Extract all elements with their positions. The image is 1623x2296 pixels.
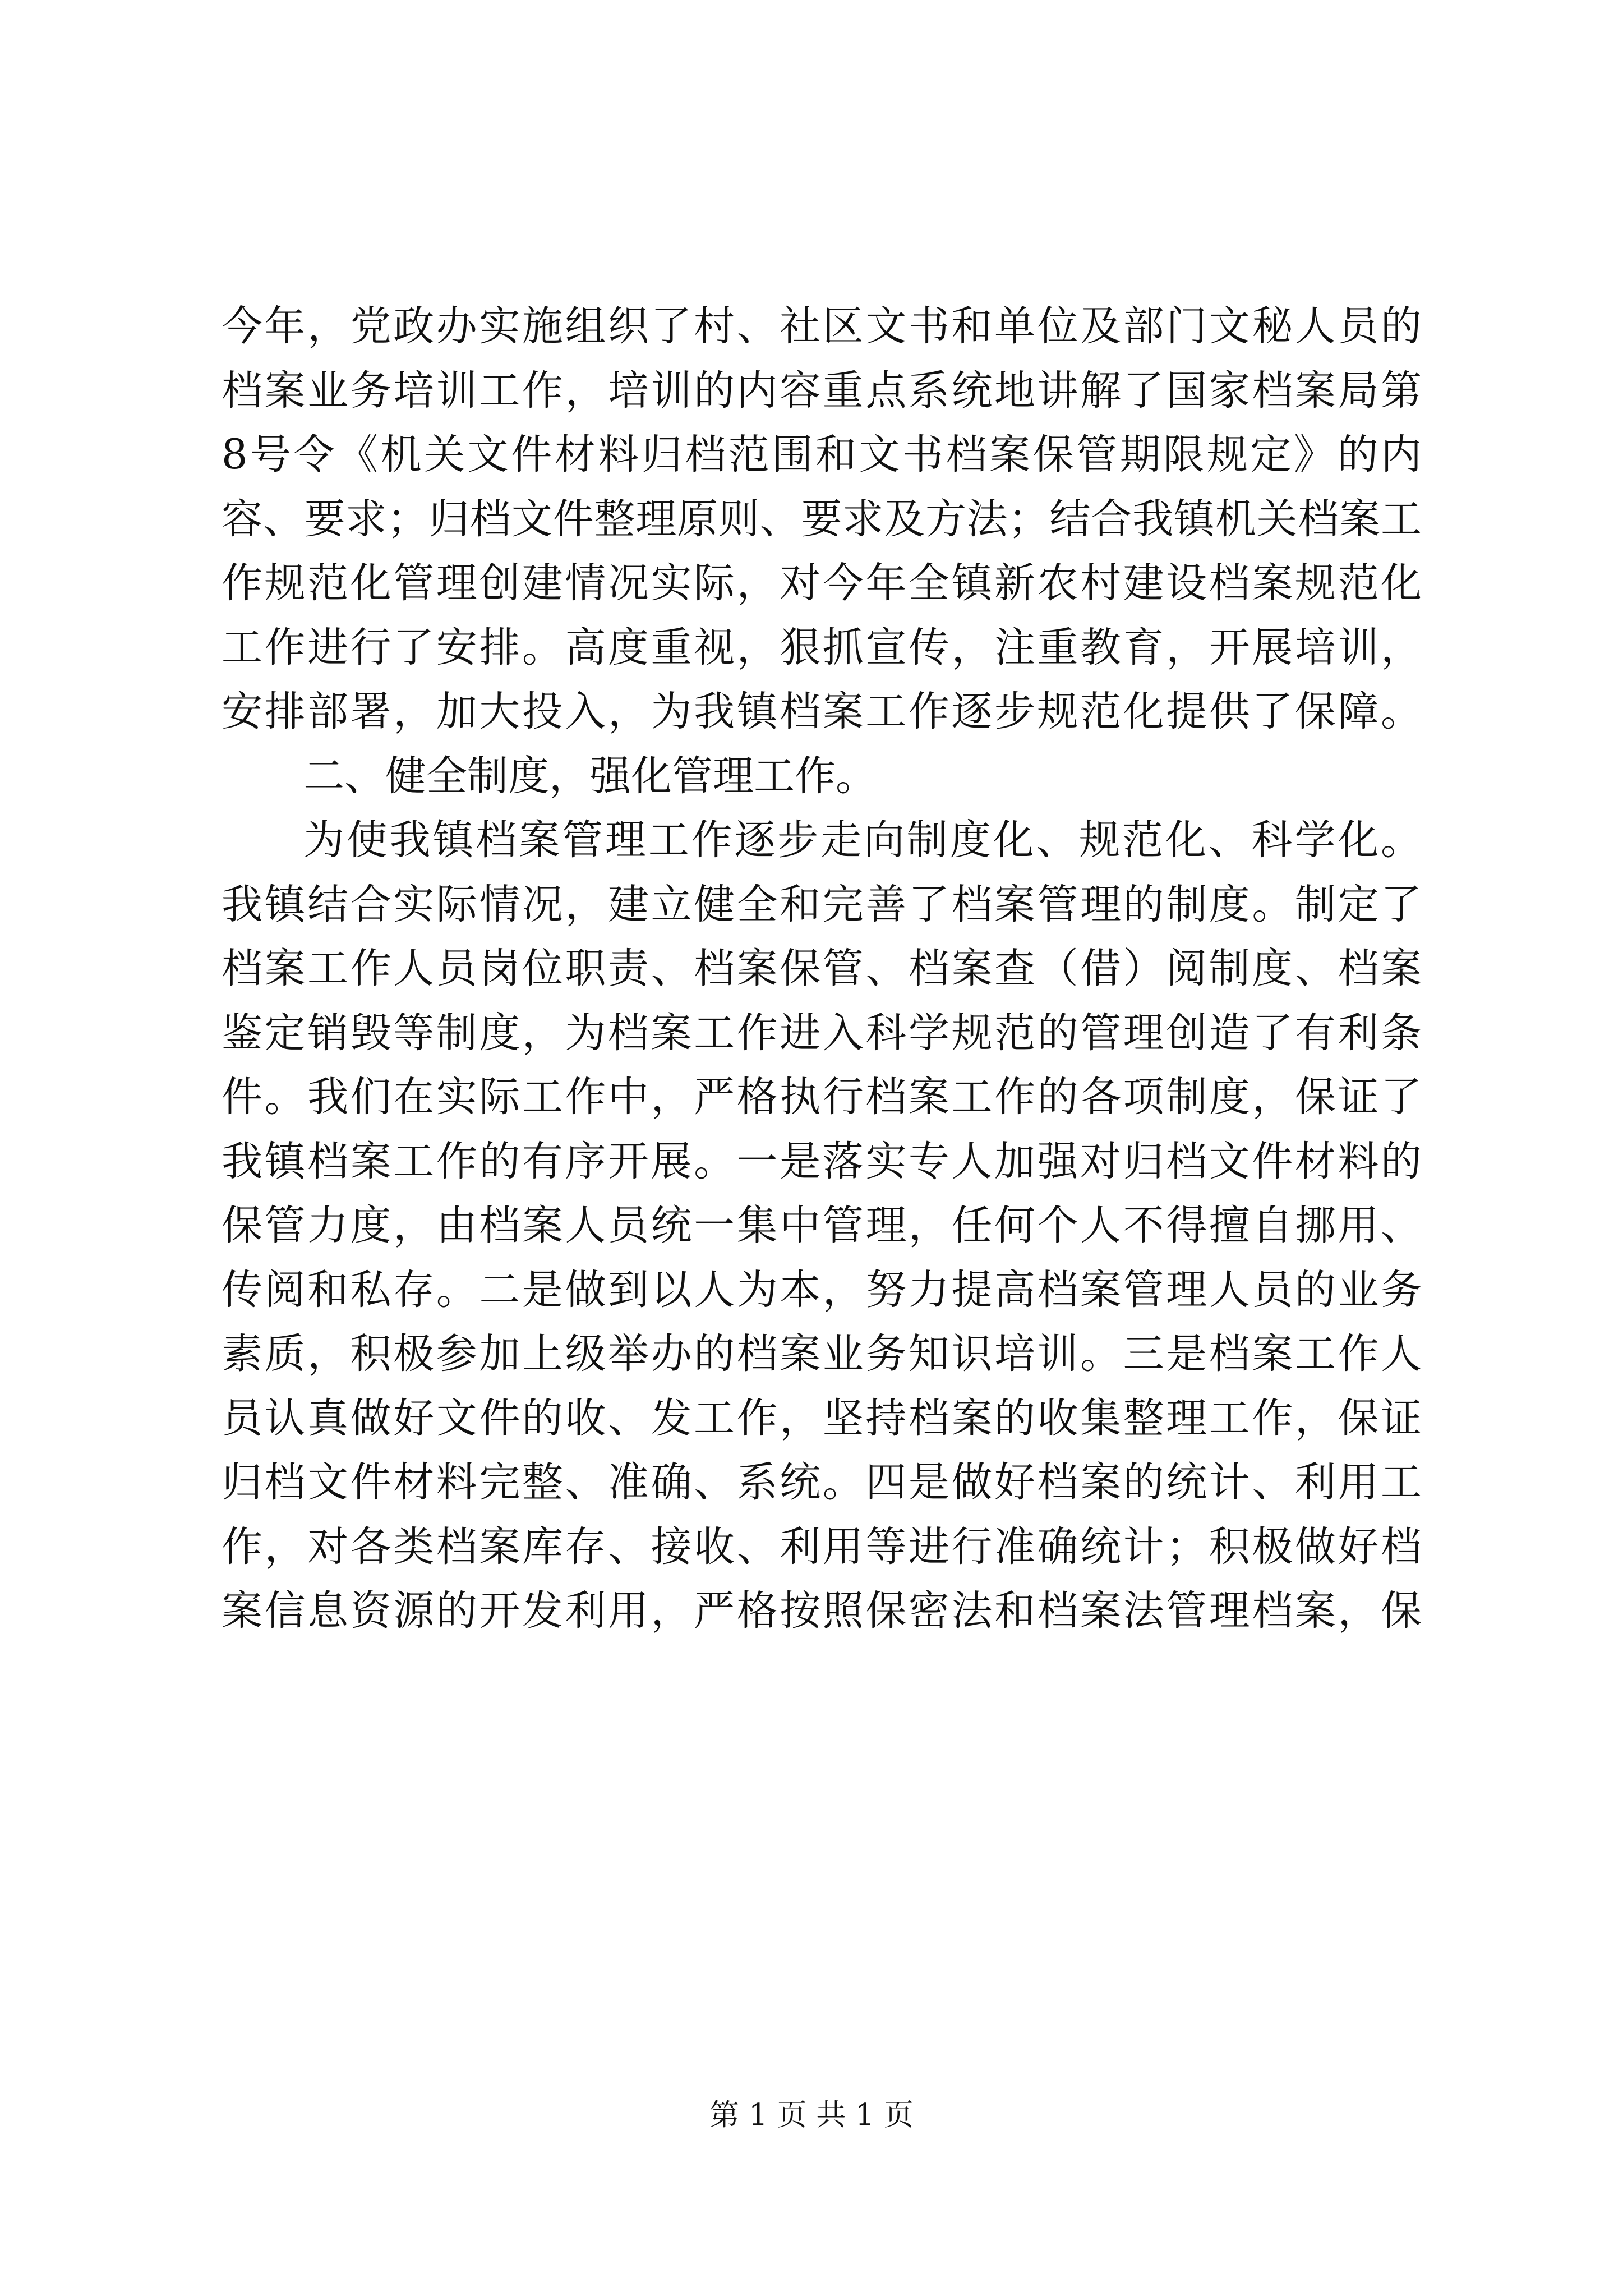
page-footer: 第 1 页 共 1 页 (709, 2098, 914, 2132)
text-line: 档案业务培训工作，培训的内容重点系统地讲解了国家档案局第 (222, 366, 1422, 415)
text-line: 为使我镇档案管理工作逐步走向制度化、规范化、科学化。 (303, 816, 1422, 864)
text-line: 作，对各类档案库存、接收、利用等进行准确统计；积极做好档 (222, 1522, 1422, 1571)
text-line: 归档文件材料完整、准确、系统。四是做好档案的统计、利用工 (222, 1458, 1422, 1506)
text-line: 容、要求；归档文件整理原则、要求及方法；结合我镇机关档案工 (222, 495, 1422, 543)
text-line: 工作进行了安排。高度重视，狠抓宣传，注重教育，开展培训， (222, 623, 1422, 671)
text-line: 我镇档案工作的有序开展。一是落实专人加强对归档文件材料的 (222, 1137, 1422, 1185)
text-line: 员认真做好文件的收、发工作，坚持档案的收集整理工作，保证 (222, 1394, 1422, 1442)
text-line: 素质，积极参加上级举办的档案业务知识培训。三是档案工作人 (222, 1330, 1422, 1378)
text-line: 档案工作人员岗位职责、档案保管、档案查（借）阅制度、档案 (222, 945, 1422, 992)
text-line: 安排部署，加大投入，为我镇档案工作逐步规范化提供了保障。 (222, 688, 1422, 735)
text-line: 保管力度，由档案人员统一集中管理，任何个人不得擅自挪用、 (222, 1202, 1422, 1249)
text-line: 8号令《机关文件材料归档范围和文书档案保管期限规定》的内 (222, 431, 1422, 478)
body-text (222, 295, 1422, 1644)
text-line: 我镇结合实际情况，建立健全和完善了档案管理的制度。制定了 (222, 880, 1422, 928)
text-line: 案信息资源的开发利用，严格按照保密法和档案法管理档案，保 (222, 1587, 1422, 1635)
section-heading: 二、健全制度，强化管理工作。 (303, 752, 877, 800)
text-line: 件。我们在实际工作中，严格执行档案工作的各项制度，保证了 (222, 1073, 1422, 1121)
text-line: 鉴定销毁等制度，为档案工作进入科学规范的管理创造了有利条 (222, 1009, 1422, 1057)
text-line: 作规范化管理创建情况实际，对今年全镇新农村建设档案规范化 (222, 559, 1422, 607)
text-line: 今年，党政办实施组织了村、社区文书和单位及部门文秘人员的 (222, 302, 1422, 350)
text-line: 传阅和私存。二是做到以人为本，努力提高档案管理人员的业务 (222, 1266, 1422, 1314)
